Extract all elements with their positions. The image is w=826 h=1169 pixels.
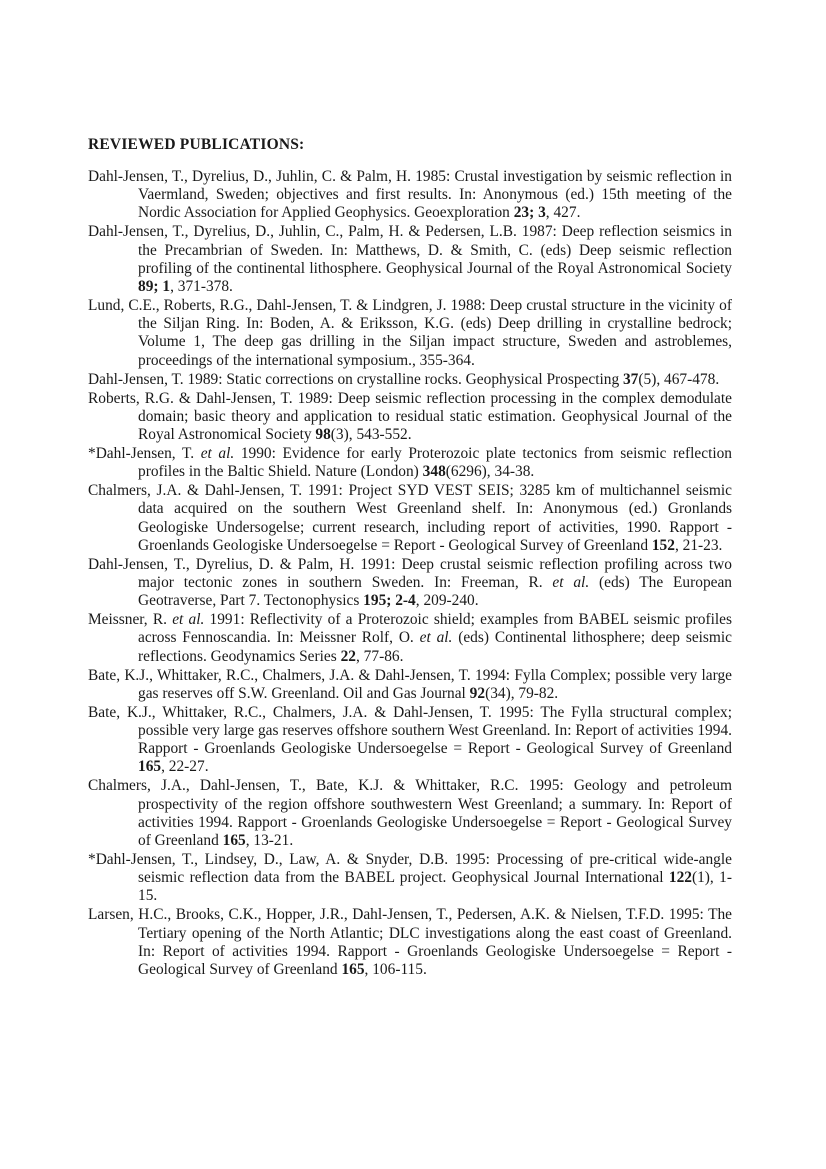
reference-volume: 23; 3	[513, 204, 546, 222]
reference-text: Lund, C.E., Roberts, R.G., Dahl-Jensen, T. & Lindgren, J. 1988: Deep crustal structure in the vicinity of the Siljan Ring. In: Boden, A. & Eriksson, K.G. (eds) Deep drilling in crystalline bedrock; Volume 1, The deep gas drilling in the Siljan impact structure, Sweden and astroblemes, proceedings of the international symposium., 355-364.	[88, 297, 732, 369]
reference-item	[88, 777, 732, 850]
reference-text: Dahl-Jensen, T. 1989: Static corrections on crystalline rocks. Geophysical Prospecting	[88, 370, 623, 388]
reference-item	[88, 297, 732, 370]
reference-text: 1990: Evidence for early Proterozoic plate tectonics from seismic reflection profiles in the Baltic Shield. Nature (London)	[138, 445, 733, 481]
reference-et-al: et al.	[200, 445, 235, 463]
reference-volume: 165	[222, 832, 246, 850]
reference-text: , 77-86.	[355, 647, 404, 665]
reference-text: Roberts, R.G. & Dahl-Jensen, T. 1989: Deep seismic reflection processing in the complex demodulate domain; basic theory and application to residual static estimation. Geophysical Journal of the Royal Astronomical Society	[88, 389, 732, 444]
section-heading: REVIEWED PUBLICATIONS:	[88, 136, 305, 153]
reference-text: , 371-378.	[170, 278, 233, 296]
reference-item	[88, 611, 732, 666]
reference-text: Dahl-Jensen, T., Dyrelius, D., Juhlin, C. & Palm, H. 1985: Crustal investigation by seismic reflection in Vaermland, Sweden; objectives and first results. In: Anonymous (ed.) 15th meeting of the Nordic Association for Applied Geophysics. Geoexploration	[88, 168, 732, 222]
reference-text: , 22-27.	[161, 758, 209, 776]
reference-text: Bate, K.J., Whittaker, R.C., Chalmers, J.A. & Dahl-Jensen, T. 1994: Fylla Complex; possible very large gas reserves off S.W. Greenland. Oil and Gas Journal	[88, 666, 732, 702]
reference-item	[88, 482, 732, 555]
reference-text: (5), 467-478.	[638, 370, 720, 388]
reference-item	[88, 704, 732, 777]
reference-item	[88, 667, 732, 703]
reference-text: *Dahl-Jensen, T., Lindsey, D., Law, A. & Snyder, D.B. 1995: Processing of pre-critical wide-angle seismic reflection data from the BABEL project. Geophysical Journal International	[88, 851, 732, 887]
reference-text: (eds) Continental lithosphere; deep seismic reflections. Geodynamics Series	[138, 629, 733, 665]
reference-volume: 98	[315, 426, 331, 444]
reference-text: Chalmers, J.A., Dahl-Jensen, T., Bate, K.J. & Whittaker, R.C. 1995: Geology and petroleum prospectivity of the region offshore southwestern West Greenland; a summary. In: Report of activities 1994. Rapport - Groenlands Geologiske Undersoegelse = Report - Geological Survey of Greenland	[88, 777, 732, 850]
reference-text: *Dahl-Jensen, T.	[88, 445, 201, 463]
document-page	[88, 136, 732, 980]
reference-volume: 165	[138, 758, 162, 776]
reference-text: (3), 543-552.	[330, 426, 412, 444]
reference-volume: 37	[622, 370, 639, 388]
reference-text: (6296), 34-38.	[445, 463, 535, 481]
reference-text: (eds) The European Geotraverse, Part 7. Tectonophysics	[138, 574, 732, 610]
reference-item	[88, 556, 732, 611]
reference-item	[88, 223, 732, 296]
reference-text: , 106-115.	[364, 961, 427, 979]
reference-text: Bate, K.J., Whittaker, R.C., Chalmers, J.A. & Dahl-Jensen, T. 1995: The Fylla structural complex; possible very large gas reserves offshore southern West Greenland. In: Report of activities 1994. Rapport - Groenlands Geologiske Undersoegelse = Report - Geological Survey of Greenland	[88, 703, 732, 758]
reference-item	[88, 851, 732, 906]
reference-volume: 348	[422, 463, 446, 481]
reference-et-al: et al.	[419, 629, 453, 647]
reference-text: (34), 79-82.	[485, 684, 559, 702]
reference-list	[88, 168, 732, 979]
reference-volume: 195; 2-4	[363, 592, 416, 610]
reference-text: Dahl-Jensen, T., Dyrelius, D. & Palm, H. 1991: Deep crustal seismic reflection profiling across two major tectonic zones in southern Sweden. In: Freeman, R.	[88, 555, 732, 592]
reference-text: Meissner, R.	[88, 611, 173, 629]
reference-et-al: et al.	[552, 574, 590, 592]
reference-text: Dahl-Jensen, T., Dyrelius, D., Juhlin, C., Palm, H. & Pedersen, L.B. 1987: Deep reflection seismics in the Precambrian of Sweden. In: Matthews, D. & Smith, C. (eds) Deep seismic reflection profiling of the continental lithosphere. Geophysical Journal of the Royal Astronomical Society	[88, 223, 732, 277]
reference-et-al: et al.	[172, 611, 205, 629]
reference-text: , 13-21.	[245, 832, 294, 850]
reference-text: 1991: Reflectivity of a Proterozoic shield; examples from BABEL seismic profiles across Fennoscandia. In: Meissner Rolf, O.	[138, 611, 733, 647]
reference-volume: 165	[341, 961, 365, 979]
reference-volume: 152	[651, 536, 675, 554]
reference-volume: 22	[340, 647, 356, 665]
reference-text: Larsen, H.C., Brooks, C.K., Hopper, J.R., Dahl-Jensen, T., Pedersen, A.K. & Nielsen, T.F.D. 1995: The Tertiary opening of the North Atlantic; DLC investigations along the east coast of Greenland. In: Report of activities 1994. Rapport - Groenlands Geologiske Undersoegelse = Report - Geological Survey of Greenland	[88, 906, 732, 979]
reference-text: (1), 1-15.	[138, 869, 732, 905]
reference-item	[88, 445, 732, 481]
reference-text: , 427.	[545, 204, 581, 222]
reference-volume: 122	[668, 869, 692, 887]
reference-item	[88, 168, 732, 223]
reference-item	[88, 390, 732, 445]
reference-item	[88, 906, 732, 979]
reference-item	[88, 371, 732, 389]
reference-volume: 89; 1	[138, 278, 171, 296]
reference-text: , 21-23.	[674, 536, 723, 554]
reference-volume: 92	[469, 684, 486, 702]
reference-text: Chalmers, J.A. & Dahl-Jensen, T. 1991: Project SYD VEST SEIS; 3285 km of multichannel seismic data acquired on the southern West Greenland shelf. In: Anonymous (ed.) Gronlands Geologiske Undersogelse; current research, including report of activities, 1990. Rapport - Groenlands Geologiske Undersoegelse = Report - Geological Survey of Greenland	[88, 482, 732, 554]
reference-text: , 209-240.	[415, 592, 479, 610]
